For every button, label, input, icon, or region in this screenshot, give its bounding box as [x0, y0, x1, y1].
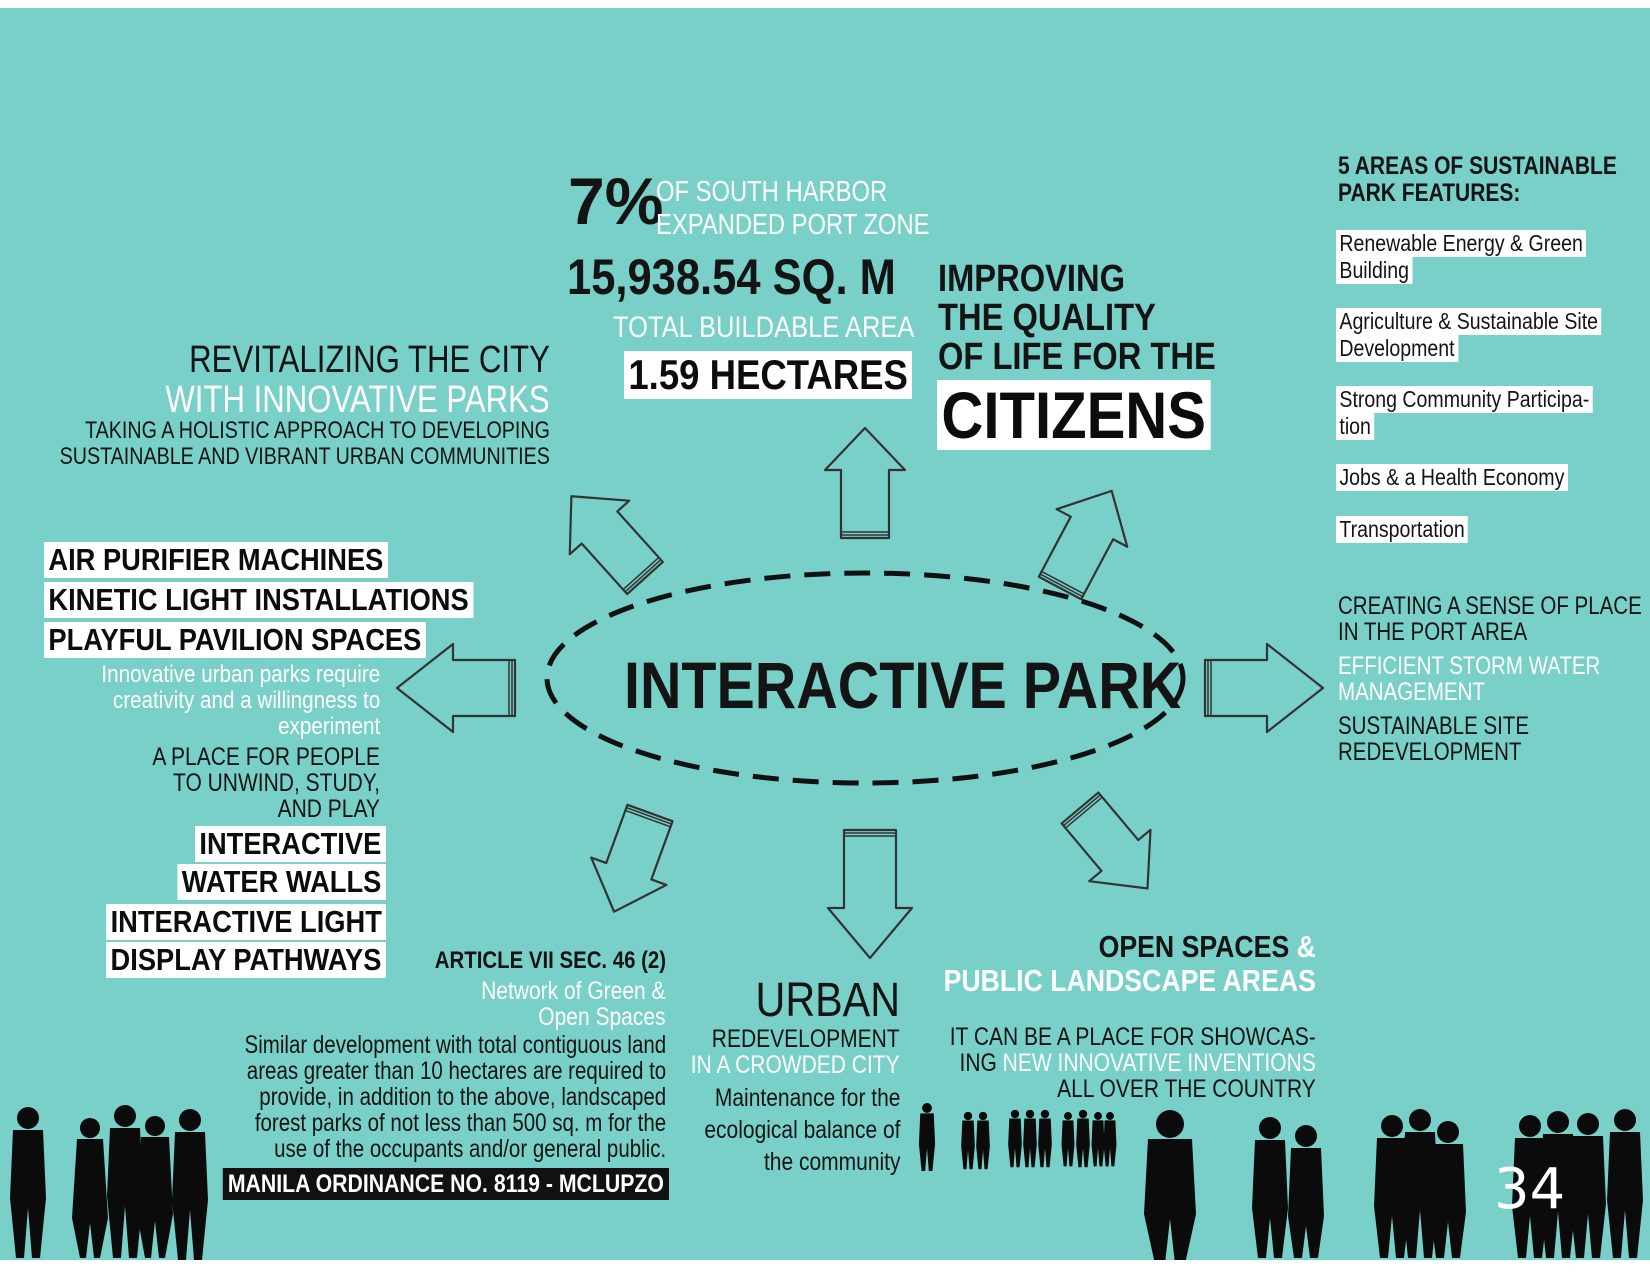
urban-line1: REDEVELOPMENT: [712, 1025, 900, 1053]
slide: [0, 8, 1650, 1260]
person-silhouette-icon: [919, 1103, 935, 1171]
open-spaces-heading2: PUBLIC LANDSCAPE AREAS: [943, 963, 1316, 998]
feature-kinetic-light: KINETIC LIGHT INSTALLATIONS: [44, 582, 473, 618]
arrow-up-left-icon: [542, 469, 675, 604]
person-silhouette-icon: [1144, 1110, 1196, 1260]
percent-caption-line: EXPANDED PORT ZONE: [656, 209, 930, 241]
urban-line2: IN A CROWDED CITY: [691, 1051, 900, 1079]
open-spaces-line2-black: ING: [959, 1049, 1003, 1077]
urban-body-line: the community: [763, 1148, 900, 1176]
revitalizing-line2: WITH INNOVATIVE PARKS: [165, 379, 550, 421]
arrow-down-icon: [828, 830, 912, 958]
place-note-line: AND PLAY: [277, 795, 380, 823]
person-silhouette-icon: [172, 1109, 208, 1260]
arrow-left-icon: [397, 644, 515, 732]
place-note-line: TO UNWIND, STUDY,: [173, 769, 380, 797]
person-silhouette-icon: [961, 1112, 975, 1169]
ordinance-label: MANILA ORDINANCE NO. 8119 - MCLUPZO: [223, 1168, 669, 1200]
buildable-area-caption: TOTAL BUILDABLE AREA: [613, 311, 915, 344]
sustainable-item-line: Agriculture & Sustainable Site: [1336, 308, 1601, 335]
person-silhouette-icon: [1104, 1112, 1117, 1166]
citizens-label: CITIZENS: [937, 380, 1210, 450]
sustainable-heading-line: PARK FEATURES:: [1338, 179, 1521, 207]
center-title: INTERACTIVE PARK: [624, 648, 1182, 722]
percent-caption-line: OF SOUTH HARBOR: [656, 176, 888, 208]
arrow-down-right-icon: [1049, 782, 1178, 914]
person-silhouette-icon: [1038, 1110, 1052, 1167]
page-number: 34: [1494, 1157, 1566, 1222]
article-body-line: use of the occupants and/or general public.: [273, 1135, 666, 1163]
article-body-line: areas greater than 10 hectares are required to: [246, 1057, 666, 1085]
innovative-note-line: creativity and a willingness to: [112, 687, 380, 714]
revitalizing-sub-line: SUSTAINABLE AND VIBRANT URBAN COMMUNITIES: [59, 443, 550, 470]
quality-line: THE QUALITY: [938, 297, 1156, 339]
sense-line: IN THE PORT AREA: [1338, 618, 1528, 646]
open-spaces-heading: [944, 930, 1316, 998]
quality-line: IMPROVING: [938, 258, 1126, 300]
arrow-down-left-icon: [577, 799, 688, 925]
sustainable-item-line: Jobs & a Health Economy: [1336, 464, 1568, 491]
innovative-note-line: experiment: [277, 713, 380, 740]
article-sub: [482, 978, 666, 1030]
open-spaces-heading-amp: &: [1289, 929, 1316, 964]
urban-body-line: Maintenance for the: [714, 1084, 900, 1112]
innovative-note-line: Innovative urban parks require: [101, 661, 380, 688]
interactive-item: DISPLAY PATHWAYS: [106, 942, 386, 978]
sense-line: SUSTAINABLE SITE: [1338, 712, 1530, 740]
person-silhouette-icon: [137, 1116, 173, 1258]
person-silhouette-icon: [1570, 1113, 1606, 1258]
feature-pavilion: PLAYFUL PAVILION SPACES: [44, 622, 426, 658]
person-silhouette-icon: [10, 1107, 46, 1258]
interactive-item: INTERACTIVE LIGHT: [106, 904, 386, 940]
sustainable-item-line: Transportation: [1336, 516, 1468, 543]
person-silhouette-icon: [1252, 1117, 1288, 1258]
place-note-line: A PLACE FOR PEOPLE: [152, 743, 380, 771]
urban-title: URBAN: [755, 974, 900, 1027]
arrow-up-right-icon: [1025, 472, 1147, 607]
article-body: [244, 1032, 666, 1162]
revitalizing-sub-line: TAKING A HOLISTIC APPROACH TO DEVELOPING: [85, 417, 550, 444]
sustainable-item-line: Building: [1336, 257, 1412, 284]
person-silhouette-icon: [1062, 1112, 1075, 1166]
person-silhouette-icon: [1076, 1110, 1090, 1167]
article-sub-line: Network of Green &: [481, 977, 666, 1005]
sense-line: EFFICIENT STORM WATER: [1338, 652, 1601, 680]
sustainable-item-line: Development: [1336, 335, 1458, 362]
person-silhouette-icon: [72, 1118, 108, 1258]
article-body-line: provide, in addition to the above, landscaped: [259, 1083, 666, 1111]
arrow-right-icon: [1205, 644, 1323, 732]
percent-value: 7%: [568, 164, 664, 238]
buildable-area-value: 15,938.54 SQ. M: [567, 249, 896, 305]
open-spaces-heading-black: OPEN SPACES: [1098, 929, 1290, 964]
sustainable-item-line: tion: [1336, 413, 1374, 440]
person-silhouette-icon: [1023, 1110, 1037, 1167]
interactive-item: WATER WALLS: [178, 864, 386, 900]
person-silhouette-icon: [1288, 1125, 1324, 1258]
sense-line: CREATING A SENSE OF PLACE: [1338, 592, 1642, 620]
person-silhouette-icon: [1607, 1109, 1643, 1258]
quality-line: OF LIFE FOR THE: [938, 336, 1216, 378]
urban-body-line: ecological balance of: [703, 1116, 900, 1144]
sense-line: MANAGEMENT: [1338, 678, 1485, 706]
person-silhouette-icon: [976, 1112, 990, 1169]
sustainable-item-line: Renewable Energy & Green: [1336, 230, 1586, 257]
hectares-label: 1.59 HECTARES: [624, 351, 912, 399]
person-silhouette-icon: [107, 1105, 143, 1258]
open-spaces-line: IT CAN BE A PLACE FOR SHOWCAS-: [949, 1023, 1316, 1051]
open-spaces-body: [950, 1024, 1316, 1102]
article-body-line: Similar development with total contiguous land: [244, 1031, 666, 1059]
interactive-item: INTERACTIVE: [195, 826, 386, 862]
article-heading: ARTICLE VII SEC. 46 (2): [434, 947, 666, 974]
sustainable-item-line: Strong Community Participa-: [1336, 386, 1593, 413]
sense-line: REDEVELOPMENT: [1338, 738, 1522, 766]
person-silhouette-icon: [1092, 1112, 1105, 1166]
arrow-up-icon: [825, 428, 905, 538]
open-spaces-line2-white: NEW INNOVATIVE INVENTIONS: [1002, 1049, 1316, 1077]
open-spaces-line: ALL OVER THE COUNTRY: [1057, 1075, 1316, 1103]
urban-body: [704, 1082, 900, 1178]
article-sub-line: Open Spaces: [538, 1003, 666, 1031]
revitalizing-line1: REVITALIZING THE CITY: [189, 339, 550, 381]
feature-air-purifier: AIR PURIFIER MACHINES: [44, 542, 388, 578]
article-body-line: forest parks of not less than 500 sq. m for the: [254, 1109, 667, 1137]
sustainable-heading-line: 5 AREAS OF SUSTAINABLE: [1338, 152, 1617, 180]
person-silhouette-icon: [1008, 1110, 1022, 1167]
